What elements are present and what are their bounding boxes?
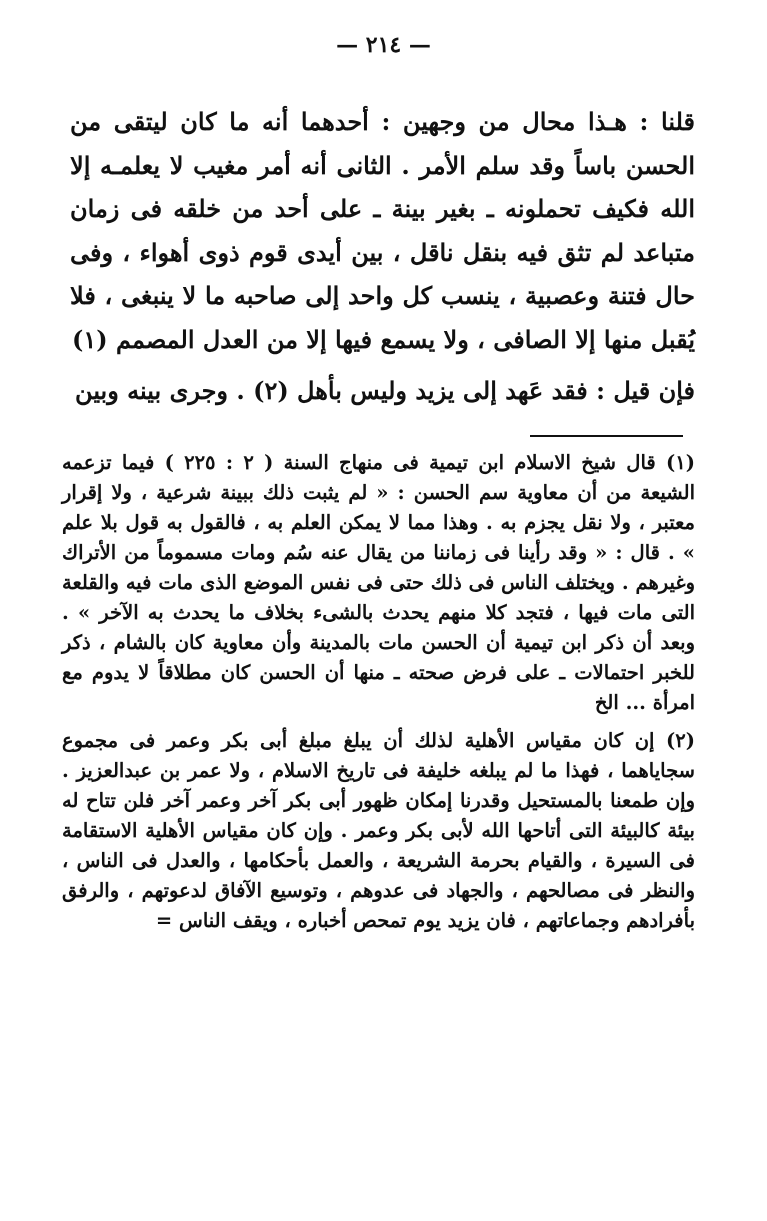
body-paragraph-2: فإن قيل : فقد عَهد إلى يزيد وليس بأهل (٢) . وجرى بينه وبين: [75, 376, 695, 405]
main-text: [70, 100, 695, 413]
footnotes: [62, 448, 695, 936]
footnote-separator: [530, 435, 683, 437]
body-paragraph-1: قلنا : هـذا محال من وجهين : أحدهما أنه ما كان ليتقى من الحسن باساً وقد سلم الأمر . الثانى أنه أمر مغيب لا يعلمـه إلا الله فكيف تحملونه ـ بغير بينة ـ على أحد من خلقه فى زمان متباعد لم تثق فيه بنقل ناقل ، بين أيدى قوم ذوى أهواء ، وفى حال فتنة وعصبية ، ينسب كل واحد إلى صاحبه ما لا ينبغى ، فلا يُقبل منها إلا الصافى ، ولا يسمع فيها إلا من العدل المصمم (١): [70, 107, 695, 354]
footnote-1: (١) قال شيخ الاسلام ابن تيمية فى منهاج السنة ( ٢ : ٢٢٥ ) فيما تزعمه الشيعة من أن معاوية سم الحسن : « لم يثبت ذلك ببينة شرعية ، ولا إقرار معتبر ، ولا نقل يجزم به . وهذا مما لا يمكن العلم به ، فالقول به قول بلا علم » . قال : « وقد رأينا فى زماننا من يقال عنه سُم ومات مسموماً من الأتراك وغيرهم . ويختلف الناس فى ذلك حتى فى نفس الموضع الذى مات فيه والقلعة التى مات فيها ، فتجد كلا منهم يحدث بالشىء بخلاف ما يحدث به الآخر » . وبعد أن ذكر ابن تيمية أن الحسن مات بالمدينة وأن معاوية كان بالشام ، ذكر للخبر احتمالات ـ على فرض صحته ـ منها أن الحسن كان مطلاقاً لا يدوم مع امرأة ... الخ: [62, 451, 696, 714]
footnote-2: (٢) إن كان مقياس الأهلية لذلك أن يبلغ مبلغ أبى بكر وعمر فى مجموع سجاياهما ، فهذا ما لم يبلغه خليفة فى تاريخ الاسلام ، ولا عمر بن عبدالعزيز . وإن طمعنا بالمستحيل وقدرنا إمكان ظهور أبى بكر آخر وعمر آخر فلن تتاح له بيئة كالبيئة التى أتاحها الله لأبى بكر وعمر . وإن كان مقياس الأهلية الاستقامة فى السيرة ، والقيام بحرمة الشريعة ، والعمل بأحكامها ، والعدل فى الناس ، والنظر فى مصالحهم ، والجهاد فى عدوهم ، وتوسيع الآفاق لدعوتهم ، والرفق بأفرادهم وجماعاتهم ، فان يزيد يوم تمحص أخباره ، ويقف الناس =: [62, 729, 695, 932]
page-number: — ٢١٤ —: [336, 32, 431, 58]
